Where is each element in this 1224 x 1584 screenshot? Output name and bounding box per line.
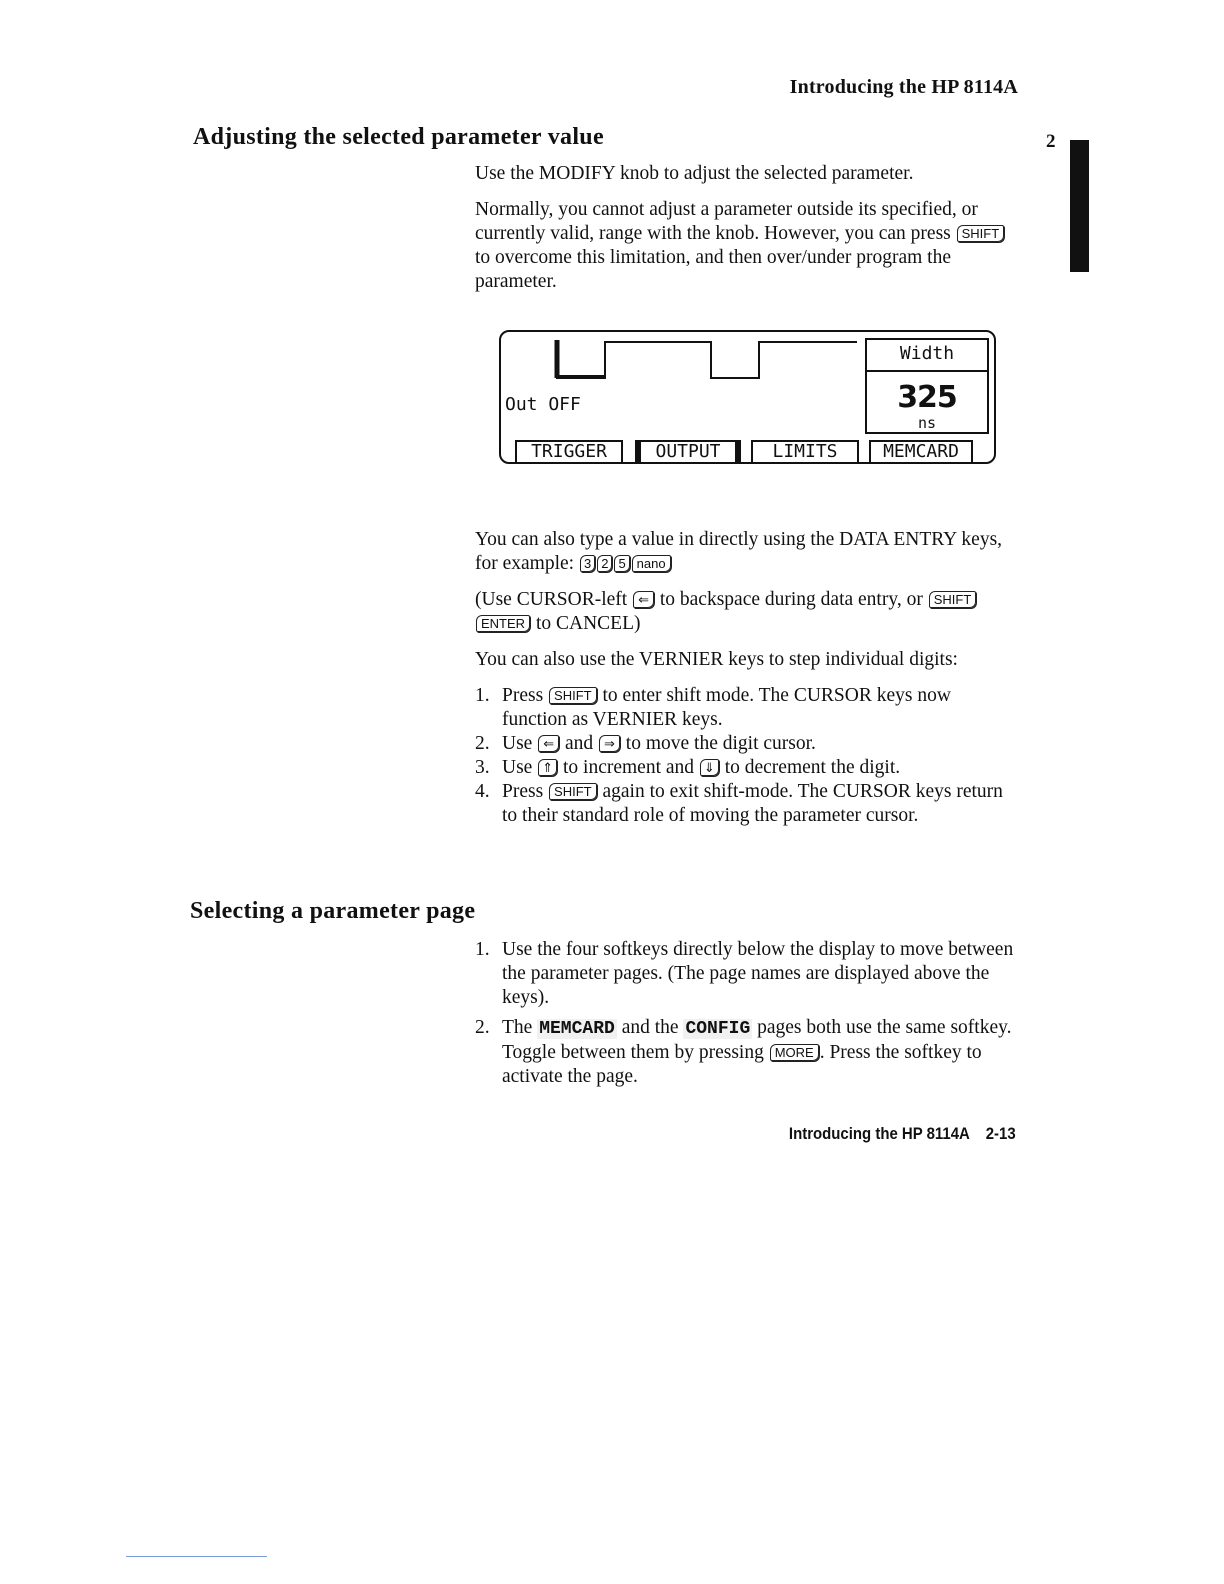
section-heading-selecting: Selecting a parameter page [190, 898, 476, 924]
section-body-data-entry [475, 528, 1020, 828]
config-code: CONFIG [685, 1019, 751, 1039]
section-body-adjusting [475, 162, 1020, 306]
enter-key-icon: ENTER [476, 615, 530, 632]
parameter-box [865, 338, 989, 434]
memcard-code: MEMCARD [539, 1019, 615, 1039]
more-key-icon: MORE [770, 1044, 819, 1061]
softkey-output: OUTPUT [635, 440, 741, 462]
paragraph: Normally, you cannot adjust a parameter outside its specified, or currently valid, range with the knob. However, you can press SHIFT to overcome this limitation, and then over/under program the parameter. [475, 198, 1020, 294]
parameter-name: Width [899, 343, 955, 364]
nano-key-icon: nano [632, 555, 671, 572]
parameter-unit: ns [917, 414, 937, 432]
section-body-selecting [475, 938, 1020, 1095]
cursor-right-key-icon: ⇒ [599, 735, 620, 752]
page-footer [789, 1124, 1016, 1144]
cursor-down-key-icon: ⇓ [700, 759, 719, 776]
instrument-display-figure [499, 330, 996, 464]
footer-title: Introducing the HP 8114A [789, 1124, 971, 1143]
digit-3-key-icon: 3 [580, 555, 595, 572]
chapter-tab-marker [1070, 140, 1089, 272]
page-number: 2-13 [986, 1124, 1016, 1143]
list-item: 4. Press SHIFT again to exit shift-mode. The CURSOR keys return to their standard role of moving the parameter cursor. [475, 781, 1003, 826]
chapter-number: 2 [1046, 131, 1056, 152]
parameter-value: 325 [897, 380, 957, 415]
cursor-up-key-icon: ⇑ [538, 759, 557, 776]
shift-key-icon: SHIFT [929, 591, 977, 608]
paragraph: You can also type a value in directly using the DATA ENTRY keys, for example: 3 2 5 nano [475, 529, 1003, 574]
digit-5-key-icon: 5 [614, 555, 629, 572]
list-item: 1. Press SHIFT to enter shift mode. The CURSOR keys now function as VERNIER keys. [475, 685, 951, 730]
list-item: 1. Use the four softkeys directly below the display to move between the parameter pages. (The page names are displayed above the keys). [475, 939, 1014, 1008]
shift-key-icon: SHIFT [549, 687, 597, 704]
paragraph: (Use CURSOR-left ⇐ to backspace during data entry, or SHIFTENTER to CANCEL) [475, 588, 1020, 636]
vernier-steps-list [475, 684, 1020, 828]
paragraph: You can also use the VERNIER keys to step individual digits: [475, 649, 958, 670]
shift-key-icon: SHIFT [549, 783, 597, 800]
shift-key-icon: SHIFT [957, 225, 1005, 242]
list-item: 2. The MEMCARD and the CONFIG pages both use the same softkey. Toggle between them by pressing MORE . Press the softkey to activate the page. [475, 1017, 1012, 1087]
cursor-left-key-icon: ⇐ [538, 735, 559, 752]
paragraph: Use the MODIFY knob to adjust the selected parameter. [475, 163, 914, 184]
page-selection-list [475, 938, 1020, 1089]
softkey-trigger: TRIGGER [515, 440, 623, 462]
pulse-waveform-icon [501, 332, 861, 392]
list-item: 3. Use ⇑ to increment and ⇓ to decrement the digit. [475, 757, 901, 778]
list-item: 2. Use ⇐ and ⇒ to move the digit cursor. [475, 733, 816, 754]
running-header: Introducing the HP 8114A [789, 76, 1018, 98]
output-status: Out OFF [505, 394, 581, 415]
softkey-memcard: MEMCARD [869, 440, 973, 462]
section-heading-adjusting: Adjusting the selected parameter value [193, 124, 604, 150]
divider [867, 370, 987, 372]
digit-2-key-icon: 2 [597, 555, 612, 572]
cursor-left-key-icon: ⇐ [633, 591, 654, 608]
softkey-limits: LIMITS [751, 440, 859, 462]
footnote-rule [126, 1556, 267, 1557]
